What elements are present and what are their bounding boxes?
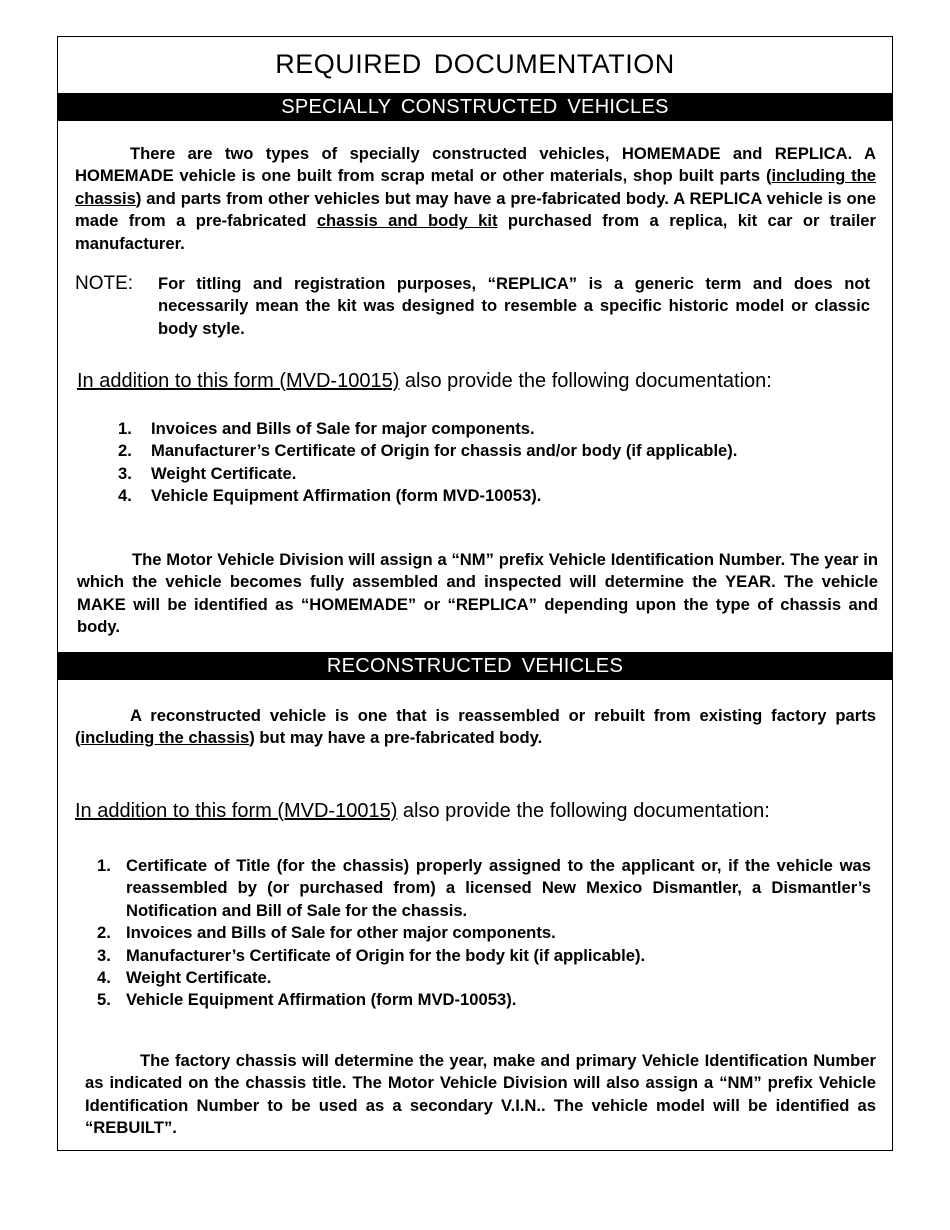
list-item: 2. Invoices and Bills of Sale for other major components. [97,923,556,943]
list-item: 5. Vehicle Equipment Affirmation (form MVD-10053). [97,990,517,1010]
special-intro-underline-chassis: including the chassis [75,166,876,208]
special-additional-docs-heading: In addition to this form (MVD-10015) also provide the following documentation: [77,370,772,392]
document-frame [57,36,893,1151]
list-item: 3. Weight Certificate. [118,463,297,483]
special-intro-paragraph: There are two types of specially constructed vehicles, HOMEMADE and REPLICA. A HOMEMADE vehicle is one built from scrap metal or other materials, shop built parts (including the chassis) and parts from other vehicles but may have a pre-fabricated body. A REPLICA vehicle is one made from a pre-fabricated chassis and body kit purchased from a replica, kit car or trailer manufacturer. [75,144,876,253]
note-text: For titling and registration purposes, “REPLICA” is a generic term and does not necessarily mean the kit was designed to resemble a specific historic model or classic body style. [158,274,870,338]
list-item: 4. Vehicle Equipment Affirmation (form MVD-10053). [118,486,542,506]
reconstructed-intro-underline-chassis: including the chassis [80,728,250,748]
reconstructed-intro-paragraph: A reconstructed vehicle is one that is reassembled or rebuilt from existing factory parts (including the chassis) but may have a pre-fabricated body. [75,706,876,748]
note-label: NOTE: [75,273,134,294]
special-docs-list [118,418,870,508]
special-intro-underline-kit: chassis and body kit [316,211,498,231]
list-item: 4. Weight Certificate. [97,968,272,988]
page-title: REQUIRED DOCUMENTATION [275,49,675,79]
list-item: 1. Invoices and Bills of Sale for major components. [118,419,535,438]
special-closing-paragraph: The Motor Vehicle Division will assign a “NM” prefix Vehicle Identification Number. The year in which the vehicle becomes fully assembled and inspected will determine the YEAR. The vehicle MAKE will be identified as “HOMEMADE” or “REPLICA” depending upon the type of chassis and body. [77,550,878,637]
reconstructed-section-heading: RECONSTRUCTED VEHICLES [58,652,892,680]
list-item: 2. Manufacturer’s Certificate of Origin for chassis and/or body (if applicable). [118,441,738,461]
reconstructed-additional-docs-heading: In addition to this form (MVD-10015) also provide the following documentation: [75,800,770,822]
special-section-heading: SPECIALLY CONSTRUCTED VEHICLES [58,93,892,121]
reconstructed-closing-paragraph: The factory chassis will determine the year, make and primary Vehicle Identification Number as indicated on the chassis title. The Motor Vehicle Division will also assign a “NM” prefix Vehicle Identification Number to be used as a secondary V.I.N.. The vehicle model will be identified as “REBUILT”. [85,1051,876,1138]
list-item: 1. Certificate of Title (for the chassis) properly assigned to the applicant or, if the vehicle was reassembled by (or purchased from) a licensed New Mexico Dismantler, a Dismantler’s Notification and Bill of Sale for the chassis. [97,856,871,920]
reconstructed-docs-list [97,855,871,1012]
list-item: 3. Manufacturer’s Certificate of Origin for the body kit (if applicable). [97,945,646,965]
